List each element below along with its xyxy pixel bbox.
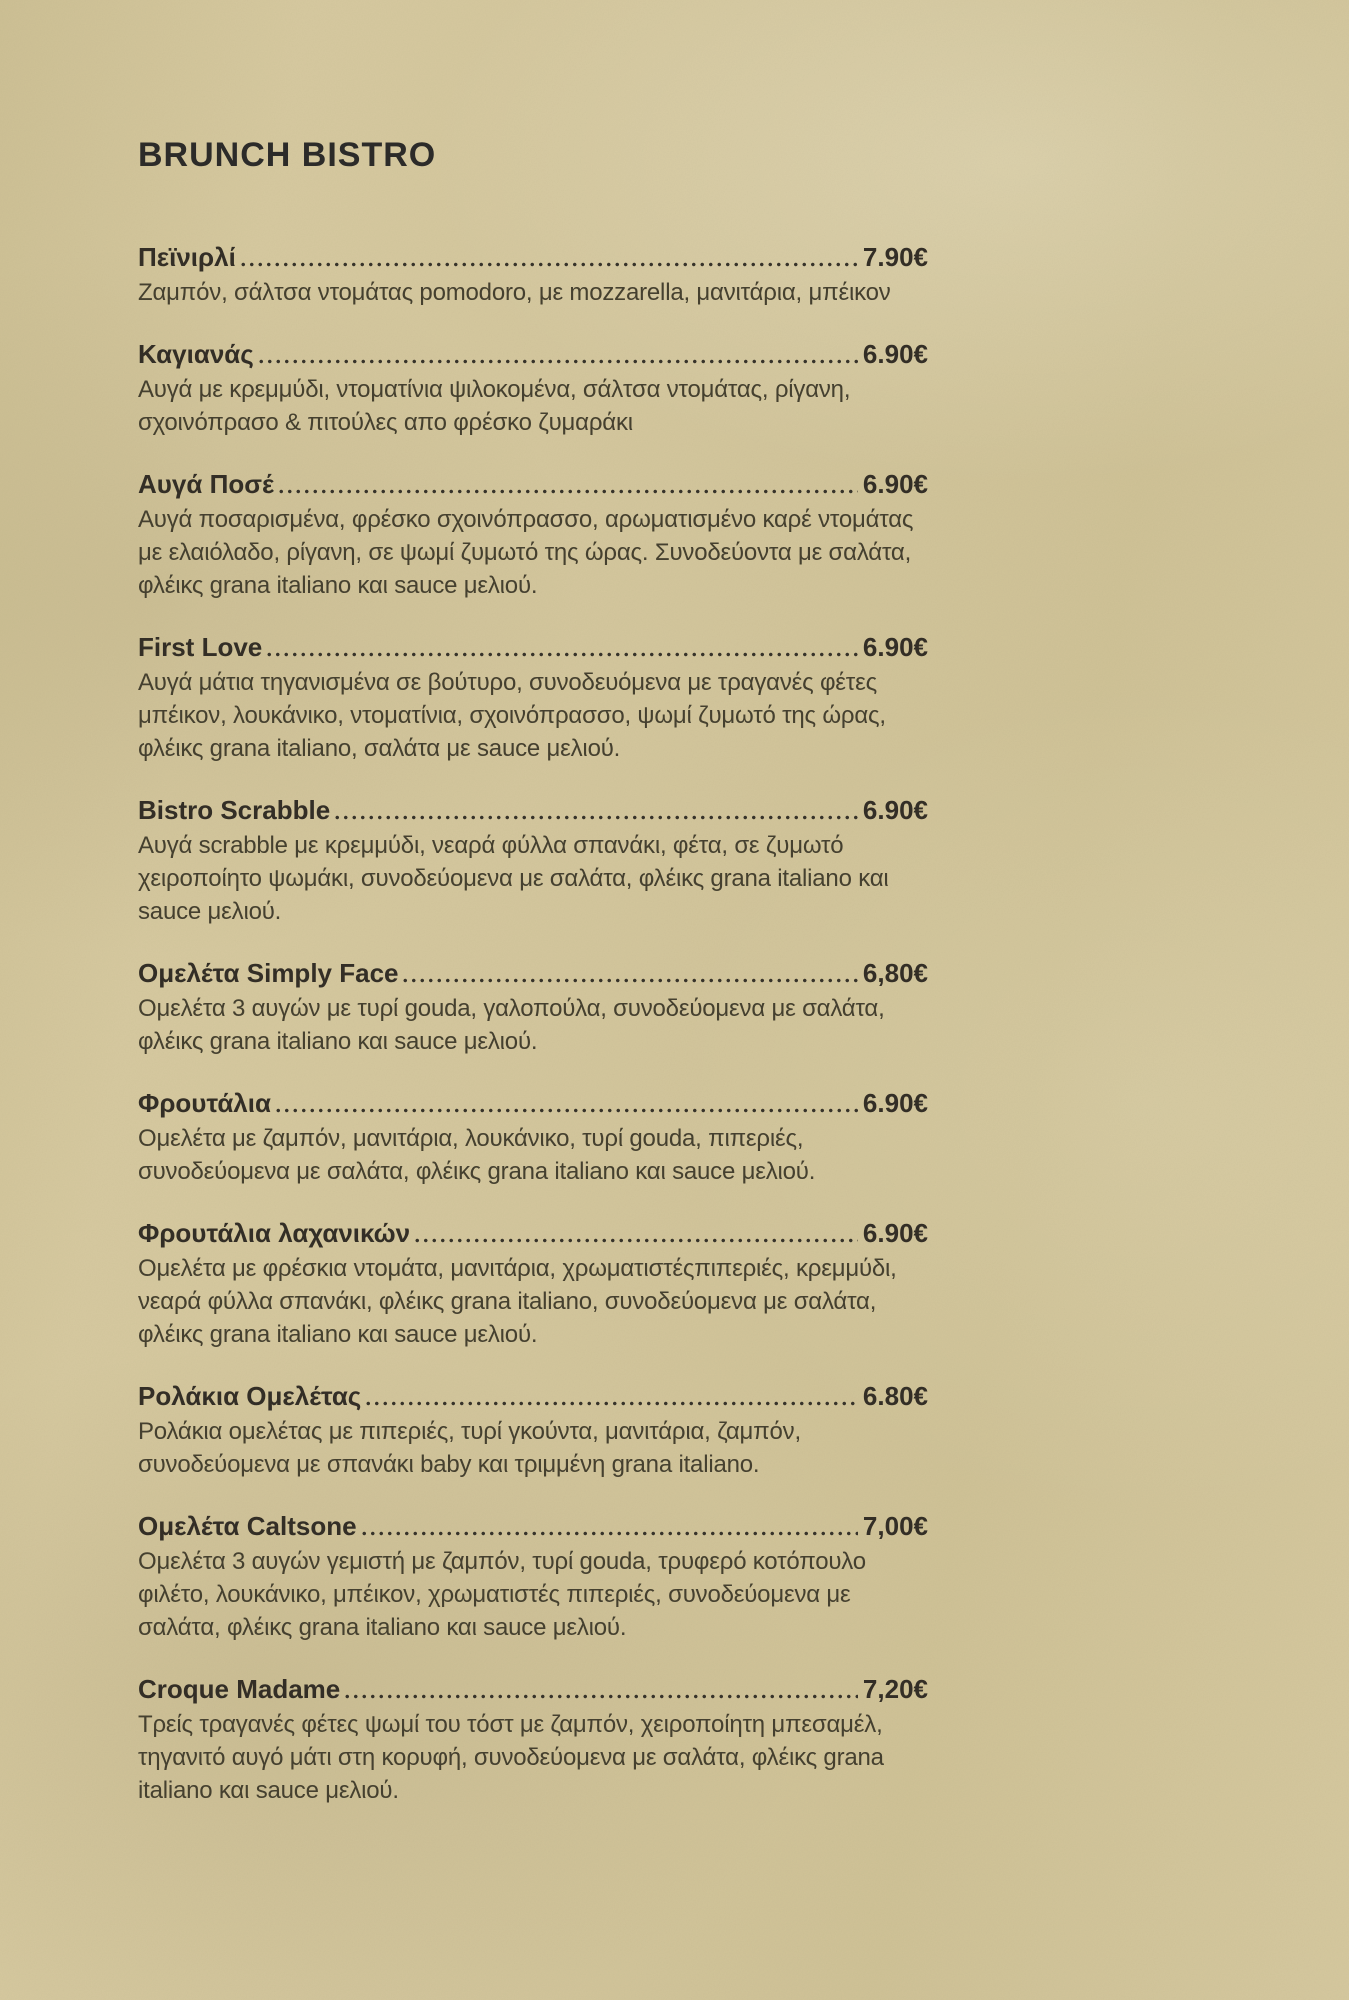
menu-item-description: Αυγά ποσαρισμένα, φρέσκο σχοινόπρασσο, αρωματισμένο καρέ ντομάτας με ελαιόλαδο, ρίγανη, σε ψωμί ζυμωτό της ώρας. Συνοδεύοντα με σαλάτα, φλέικς grana italiano και sauce μελιού. [138,506,914,599]
menu-item-name: Φρουτάλια λαχανικών [138,1218,411,1248]
menu-item-description: Ομελέτα 3 αυγών γεμιστή με ζαμπόν, τυρί gouda, τρυφερό κοτόπουλο φιλέτο, λουκάνικο, μπέικον, χρωματιστές πιπεριές, συνοδεύομενα με σαλάτα, φλέικς grana italiano και sauce μελιού. [138,1548,866,1641]
menu-item-name: Φρουτάλια [138,1088,271,1118]
menu-item-name: Bistro Scrabble [138,795,331,825]
menu-item-heading [138,1510,928,1542]
menu-item-description: Αυγά μάτια τηγανισμένα σε βούτυρο, συνοδευόμενα με τραγανές φέτες μπέικον, λουκάνικο, ντοματίνια, σχοινόπρασσο, ψωμί ζυμωτό της ώρας, φλέικς grana italiano, σαλάτα με sauce μελιού. [138,669,886,762]
menu-item-heading [138,468,928,500]
menu-item-list [138,241,928,1807]
menu-item [138,1217,928,1351]
menu-item-price: 6.90€ [862,795,928,825]
menu-item-price: 6.90€ [862,469,928,499]
menu-item-description: Ομελέτα 3 αυγών με τυρί gouda, γαλοπούλα, συνοδεύομενα με σαλάτα, φλέικς grana italiano και sauce μελιού. [138,995,885,1055]
menu-item-name: Ομελέτα Caltsone [138,1511,357,1541]
menu-item-name: Καγιανάς [138,339,254,369]
menu-item-price: 6.90€ [862,1088,928,1118]
menu-item-price: 6.90€ [862,1218,928,1248]
menu-content [138,136,928,1836]
menu-item-price: 7,00€ [862,1511,928,1541]
menu-item [138,1673,928,1807]
menu-item-heading [138,1673,928,1705]
menu-item-heading [138,794,928,826]
menu-item-heading [138,1380,928,1412]
dot-leader-line [413,1237,858,1244]
menu-item-heading [138,338,928,370]
menu-item-price: 6.90€ [862,339,928,369]
menu-item-price: 7.90€ [862,242,928,272]
menu-item [138,631,928,765]
menu-item-description: Ρολάκια ομελέτας με πιπεριές, τυρί γκούντα, μανιτάρια, ζαμπόν, συνοδεύομενα με σπανάκι baby και τριμμένη grana italiano. [138,1418,801,1478]
menu-item [138,1087,928,1188]
dot-leader-line [360,1530,858,1537]
menu-item-description: Αυγά με κρεμμύδι, ντοματίνια ψιλοκομένα, σάλτσα ντομάτας, ρίγανη, σχοινόπρασο & πιτούλες απο φρέσκο ζυμαράκι [138,376,851,436]
dot-leader-line [265,651,858,658]
dot-leader-line [277,488,858,495]
menu-item [138,468,928,602]
menu-item-description: Αυγά scrabble με κρεμμύδι, νεαρά φύλλα σπανάκι, φέτα, σε ζυμωτό χειροποίητο ψωμάκι, συνοδεύομενα με σαλάτα, φλέικς grana italiano και sauce μελιού. [138,832,889,925]
menu-item [138,794,928,928]
menu-item [138,957,928,1058]
menu-item-name: Ομελέτα Simply Face [138,958,399,988]
menu-item-name: Ρολάκια Ομελέτας [138,1381,362,1411]
menu-item-heading [138,241,928,273]
dot-leader-line [364,1400,858,1407]
menu-item-price: 6,80€ [862,958,928,988]
menu-item [138,338,928,439]
menu-item-description: Τρείς τραγανές φέτες ψωμί του τόστ με ζαμπόν, χειροποίητη μπεσαμέλ, τηγανιτό αυγό μάτι στη κορυφή, συνοδεύομενα με σαλάτα, φλέικς grana italiano και sauce μελιού. [138,1711,884,1804]
menu-item-name: Αυγά Ποσέ [138,469,274,499]
menu-item-price: 6.80€ [862,1381,928,1411]
menu-item-price: 6.90€ [862,632,928,662]
menu-item-heading [138,1087,928,1119]
menu-item-name: Croque Madame [138,1674,341,1704]
menu-item-price: 7,20€ [862,1674,928,1704]
dot-leader-line [274,1107,858,1114]
menu-item [138,241,928,309]
dot-leader-line [333,814,858,821]
menu-item-name: Πεϊνιρλί [138,242,236,272]
menu-item-name: First Love [138,632,263,662]
dot-leader-line [343,1693,858,1700]
dot-leader-line [239,261,858,268]
menu-item-description: Ομελέτα με ζαμπόν, μανιτάρια, λουκάνικο, τυρί gouda, πιπεριές, συνοδεύομενα με σαλάτα, φλέικς grana italiano και sauce μελιού. [138,1125,816,1185]
menu-item-heading [138,1217,928,1249]
page-title: BRUNCH BISTRO [138,136,437,174]
menu-item-heading [138,957,928,989]
dot-leader-line [401,977,857,984]
menu-item-description: Ζαμπόν, σάλτσα ντομάτας pomodoro, με mozzarella, μανιτάρια, μπέικον [138,279,891,306]
menu-item-heading [138,631,928,663]
menu-item-description: Ομελέτα με φρέσκια ντομάτα, μανιτάρια, χρωματιστέςπιπεριές, κρεμμύδι, νεαρά φύλλα σπανάκι, φλέικς grana italiano, συνοδεύομενα με σαλάτα, φλέικς grana italiano και sauce μελιού. [138,1255,897,1348]
menu-item [138,1380,928,1481]
dot-leader-line [257,358,858,365]
menu-item [138,1510,928,1644]
